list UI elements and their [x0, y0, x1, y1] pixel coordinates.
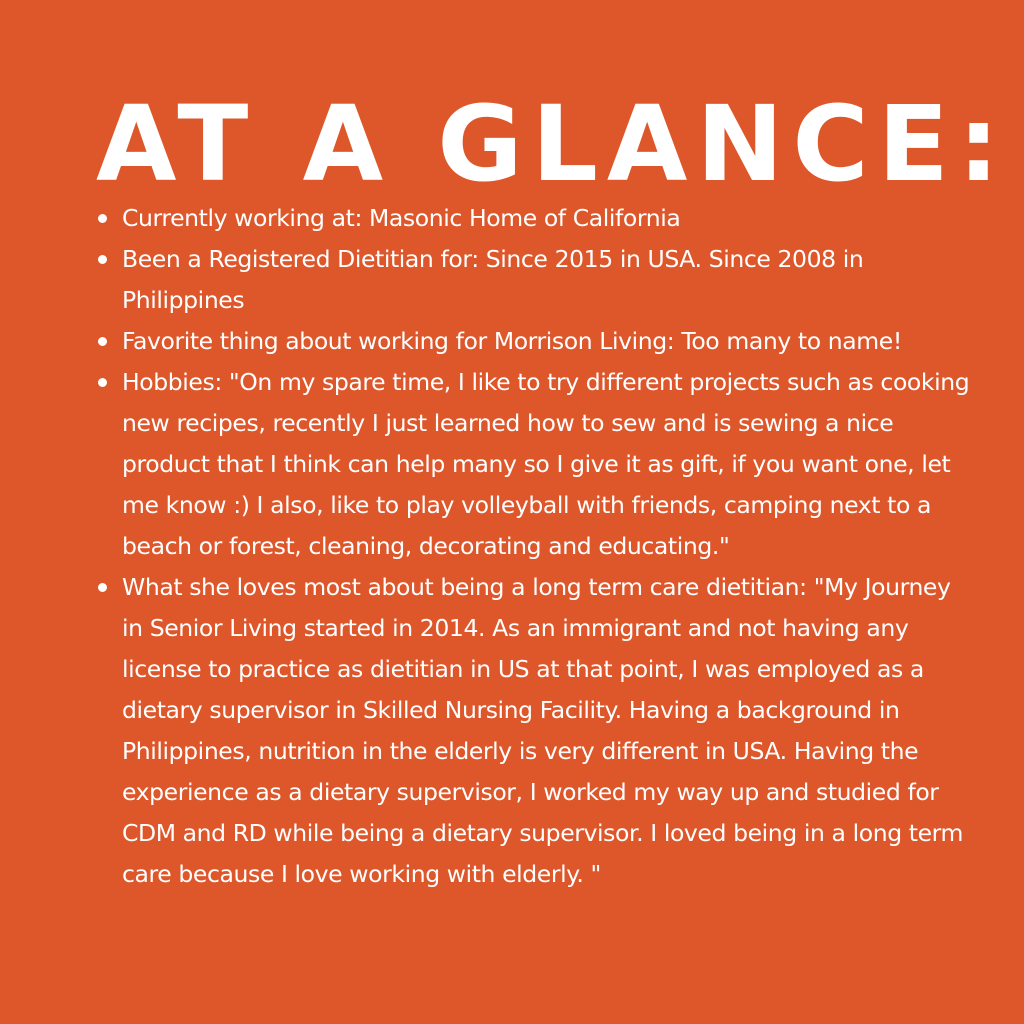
info-list: [122, 198, 972, 895]
list-item-text: Favorite thing about working for Morrison Living: Too many to name!: [122, 327, 902, 355]
bullet-icon: [98, 337, 107, 346]
list-item-text: Hobbies: "On my spare time, I like to try different projects such as cooking new recipes, recently I just learned how to sew and is sewing a nice product that I think can help many so I give it as gift, if you want one, let me know :) I also, like to play volleyball with friends, camping next to a beach or forest, cleaning, decorating and educating.": [122, 368, 970, 560]
list-item-hobbies: [122, 362, 972, 567]
bullet-icon: [98, 378, 107, 387]
list-item-text: Been a Registered Dietitian for: Since 2015 in USA. Since 2008 in Philippines: [122, 245, 864, 314]
bullet-icon: [98, 255, 107, 264]
page-title: AT A GLANCE:: [96, 83, 1009, 205]
bullet-icon: [98, 214, 107, 223]
list-item-favorite-thing: [122, 321, 972, 362]
list-item-text: What she loves most about being a long term care dietitian: "My Journey in Senior Living started in 2014. As an immigrant and not having any license to practice as dietitian in US at that point, I was employed as a dietary supervisor in Skilled Nursing Facility. Having a background in Philippines, nutrition in the elderly is very different in USA. Having the experience as a dietary supervisor, I worked my way up and studied for CDM and RD while being a dietary supervisor. I loved being in a long term care because I love working with elderly. ": [122, 573, 964, 888]
list-item-current-workplace: [122, 198, 972, 239]
list-item-long-term-care: [122, 567, 972, 895]
bullet-icon: [98, 583, 107, 592]
list-item-text: Currently working at: Masonic Home of California: [122, 204, 681, 232]
list-item-registered-dietitian: [122, 239, 972, 321]
